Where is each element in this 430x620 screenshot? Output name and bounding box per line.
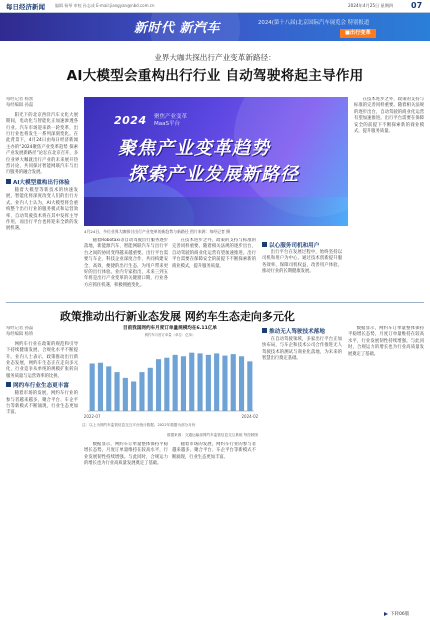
photo-slogan-line1: 聚焦产业变革趋势 — [118, 138, 270, 159]
article2-byline: 每经记者 孙磊 每经编辑 杨娇 — [6, 326, 34, 338]
section-banner — [0, 13, 430, 41]
chart-bar-2023-04 — [164, 358, 169, 411]
article1-body-mid-continued: 在技术进步之外，政策的支持与标准的完善同样重要。随着相关法规的逐步出台，自动驾驶的商业化运营有望加速推进。出行平台需要在保障安全的前提下不断探索新的商业模式，提升服务质量。 — [172, 238, 256, 269]
newspaper-logo: 每日经济新闻 — [6, 3, 45, 11]
article2-middle-column-2 — [172, 442, 256, 608]
article2-headline: 政策推动出行新业态发展 网约车生态走向多元化 — [60, 310, 295, 323]
chart-note: 注：以上为网约车监管信息交互平台统计数据；2022年数据为部分月份 — [82, 423, 196, 427]
chart-bar-2023-05 — [173, 355, 178, 411]
chart-bar-2023-01 — [139, 372, 144, 411]
chart-bar-2023-12 — [231, 354, 236, 411]
photo-year-text: 2024 — [114, 114, 147, 127]
article2-subhead-text: 网约车行业生态更丰富 — [13, 383, 69, 390]
article1-middle-column-2 — [172, 238, 256, 298]
chart-bar-2023-11 — [222, 356, 227, 411]
photo-slogan-line2: 探索产业发展新路径 — [128, 164, 299, 185]
photo-swoosh-decoration — [84, 197, 348, 226]
order-volume-chart — [82, 325, 258, 421]
article2-body-mid-continued: 随着市场的发展，网约车行业的参与者越来越多，聚合平台、车企平台等新模式不断涌现，行业生态更加丰富。 — [172, 442, 256, 460]
article2-right-column — [262, 326, 342, 608]
chart-x-tick-label: 2022-07 — [83, 414, 101, 419]
chart-bar-2024-01 — [239, 356, 244, 411]
sidebox-title-text: 以心服务司机和用户 — [269, 243, 320, 249]
article1-body-left2: 随着大模型等新技术的快速发展，智能化将深度改变人们的出行方式。业内人士认为，AI大模型将会重构整个出行行业的服务模式和运营效率，自动驾驶技术将在其中发挥主导作用，而出行平台也将迎来全新的发展机遇。 — [6, 187, 78, 232]
chart-bar-2023-09 — [206, 355, 211, 411]
chart-bar-2022-12 — [131, 381, 136, 411]
issue-date: 2024年4月25日 星期四 — [348, 3, 394, 8]
sidebox-title — [262, 242, 342, 250]
continued-on-link[interactable] — [384, 611, 409, 617]
article1-headline: AI大模型会重构出行行业 自动驾驶将起主导作用 — [66, 68, 364, 84]
article1-body-right: 在技术进步之外，政策的支持与标准的完善同样重要。随着相关法规的逐步出台，自动驾驶的商业化运营有望加速推进。出行平台需要在保障安全的前提下不断探索新的商业模式，提升服务质量。 — [354, 97, 424, 135]
chart-bar-2023-08 — [197, 353, 202, 411]
chart-bar-2022-09 — [106, 366, 111, 411]
subhead-marker-icon — [262, 328, 267, 333]
chart-source: 数据来源：交通运输部网约车监管信息交互系统 每经制图 — [167, 433, 258, 437]
chart-bar-2023-06 — [181, 356, 186, 411]
chart-bar-2023-02 — [148, 368, 153, 411]
banner-subtitle: 2024(第十八届)北京国际汽车展览会 特别报道 — [258, 20, 370, 26]
sidebox-body: 出行平台在发展过程中，始终坚持以司机和用户为中心，通过技术创新提升服务效率，保障司机权益，改善用户体验，推动行业的长期健康发展。 — [262, 250, 342, 275]
chart-bar-2022-11 — [123, 378, 128, 411]
article1-kicker: 业界大咖共探出行产业变革新路径： — [154, 53, 276, 62]
article2-body-far-right: 数据显示，网约车订单量整体保持平稳增长态势，月度订单量维持在较高水平，行业发展韧性持续增强。与此同时，合规运力的增长也为行业高质量发展奠定了基础。 — [348, 326, 424, 357]
chart-bar-2024-02 — [247, 361, 252, 411]
chart-bar-2022-08 — [98, 363, 103, 411]
article2-body-mid: 数据显示，网约车订单量整体保持平稳增长态势，月度订单量维持在较高水平，行业发展韧性持续增强。与此同时，合规运力的增长也为行业高质量发展奠定了基础。 — [84, 442, 168, 467]
chart-x-tick-label: 2024-02 — [241, 414, 258, 419]
photo-brand-text: 聚焦产业变革 MaaS平台 — [154, 114, 188, 127]
section-tag: ■出行变革 — [340, 29, 376, 38]
article1-byline: 每经记者 杨蕾 每经编辑 孙磊 — [6, 97, 34, 109]
chart-bar-2022-10 — [114, 372, 119, 411]
photo-caption: 4月24日，多位业界大咖探讨出行产业变革的新趋势与新路径 图片来源：每经记者 摄 — [84, 229, 231, 234]
article2-far-right-column — [348, 326, 424, 608]
article2-left-column — [6, 326, 78, 606]
page-number: 07 — [411, 1, 423, 10]
article2-body-left: 网约车行业在政策的规范和引导下持续健康发展，合规化水平不断提升。业内人士表示，政策推动出行新业态发展，网约车生态正在走向多元化，行业竞争从单纯的规模扩张转向服务质量与运营效率的比拼。 — [6, 341, 78, 379]
continued-on-text: 下转06版 — [390, 612, 410, 617]
subhead-marker-icon — [262, 242, 267, 247]
article1-left-column — [6, 97, 78, 297]
article1-subhead-text: AI大模型重构出行体验 — [13, 179, 70, 186]
chart-y-label: 网约车月度订单量（单位：亿单） — [144, 333, 196, 337]
banner-title: 新时代 新汽车 — [134, 21, 221, 36]
arrow-right-icon — [384, 612, 388, 616]
chart-title: 目前我国网约车月度订单量规模均在6.11亿单 — [122, 326, 218, 331]
sidebar-box — [262, 242, 342, 298]
section-divider — [6, 302, 424, 303]
event-photo — [84, 97, 348, 226]
chart-bar-2023-10 — [214, 353, 219, 411]
article1-right-column — [354, 97, 424, 297]
article2-right-subhead-text: 推动无人驾驶技术落地 — [269, 329, 325, 335]
article2-middle-column — [84, 442, 168, 608]
article2-subhead — [6, 382, 78, 391]
chart-plot — [82, 337, 258, 421]
editor-credits: 编辑 杨琴 审校 孙志成 E-mail:jiangyan@nbd.com.cn — [55, 3, 155, 8]
article1-subhead — [6, 179, 78, 188]
article1-body-mid: 随着Robotaxi等自动驾驶出行服务逐步落地，新能源汽车、智能网联汽车与出行平台之间的协同变得越来越重要。出行平台需要与车企、科技企业深度合作，共同构建安全、高效、便捷的出行生态，为用户带来更好的出行体验。业内专家指出，未来三到五年将是出行产业变革的关键窗口期，行业各方应抓住机遇，积极拥抱变化。 — [84, 238, 168, 288]
chart-bar-2022-07 — [90, 363, 95, 411]
article1-body-left: 阳光下的北京西洋汽车文化大展期间，电动化与智能化正加速渗透各行业。汽车市场迎来新一轮变革，出行行业也将发生一系列深刻变化。在此背景下，4月24日由每日经济新闻主办的“2024聚焦产业变革趋势 探索产业发展新路径”论坛在北京召开，多位业界大咖就出行产业的未来展开热烈讨论，共同探讨智能网联汽车与出行服务的融合发展。 — [6, 112, 78, 176]
subhead-marker-icon — [6, 382, 11, 387]
chart-bar-2023-07 — [189, 353, 194, 411]
chart-bar-2023-03 — [156, 359, 161, 411]
article2-body-right: 在自动驾驶领域，多家出行平台正加快布局，与车企和技术公司合作推进无人驾驶技术的测试与商业化落地，为未来的智慧出行奠定基础。 — [262, 337, 342, 362]
article2-body-left2: 随着市场的发展，网约车行业的参与者越来越多，聚合平台、车企平台等新模式不断涌现，行业生态更加丰富。 — [6, 391, 78, 416]
subhead-marker-icon — [6, 179, 11, 184]
article1-middle-column — [84, 238, 168, 298]
article2-right-subhead — [262, 328, 342, 337]
masthead — [0, 0, 430, 13]
